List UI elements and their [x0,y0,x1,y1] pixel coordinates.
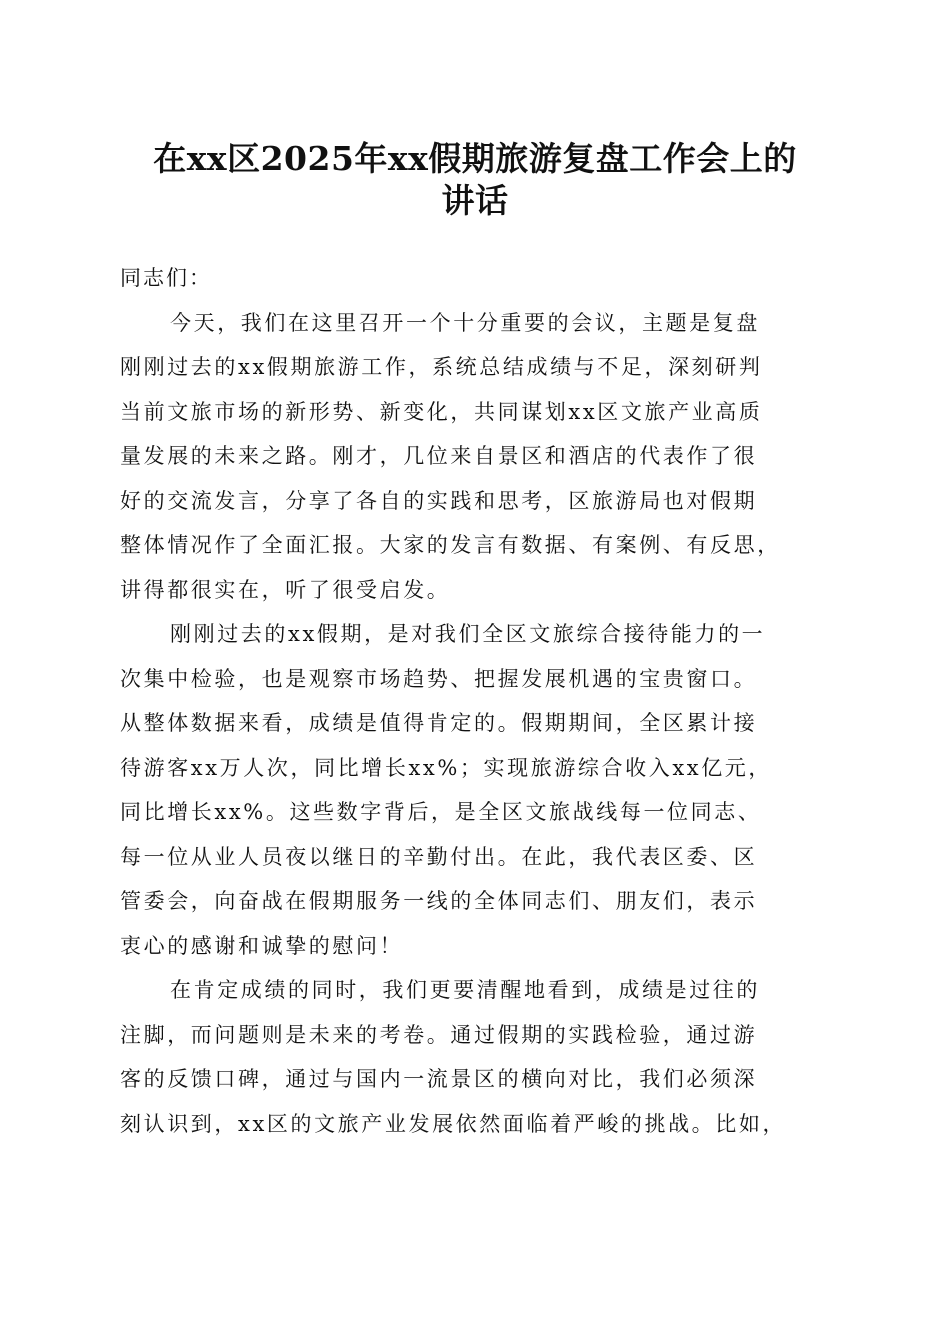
paragraph-line: 衷心的感谢和诚挚的慰问！ [120,933,404,958]
paragraph-line: 管委会，向奋战在假期服务一线的全体同志们、朋友们，表示 [120,889,758,913]
paragraph-challenges [120,968,830,1146]
title-line: 讲话 [441,181,509,220]
paragraph-line: 注脚，而问题则是未来的考卷。通过假期的实践检验，通过游 [120,1022,758,1047]
title-line: 在xx区2025年xx假期旅游复盘工作会上的 [153,139,797,178]
paragraph-line: 次集中检验，也是观察市场趋势、把握发展机遇的宝贵窗口。 [120,666,758,691]
paragraph-achievements [120,612,830,968]
paragraph-line: 整体情况作了全面汇报。大家的发言有数据、有案例、有反思， [120,533,781,557]
paragraph-line: 好的交流发言，分享了各自的实践和思考，区旅游局也对假期 [120,488,758,513]
paragraph-line: 客的反馈口碑，通过与国内一流景区的横向对比，我们必须深 [120,1067,758,1091]
salutation: 同志们： [120,266,212,290]
paragraph-line: 讲得都很实在，听了很受启发。 [120,577,451,602]
paragraph-line: 待游客xx万人次，同比增长xx%；实现旅游综合收入xx亿元， [120,755,773,780]
speech-body [120,256,830,1146]
paragraph-line: 刻认识到，xx区的文旅产业发展依然面临着严峻的挑战。比如， [120,1111,787,1136]
paragraph-line: 从整体数据来看，成绩是值得肯定的。假期期间，全区累计接 [120,711,758,735]
paragraph-line: 量发展的未来之路。刚才，几位来自景区和酒店的代表作了很 [120,444,758,468]
document-title [110,138,840,222]
paragraph-line: 同比增长xx%。这些数字背后，是全区文旅战线每一位同志、 [120,800,762,824]
paragraph-opening [120,301,830,613]
paragraph-line: 刚刚过去的xx假期，是对我们全区文旅综合接待能力的一 [170,622,766,646]
paragraph-line: 每一位从业人员夜以继日的辛勤付出。在此，我代表区委、区 [120,844,758,869]
paragraph-line: 当前文旅市场的新形势、新变化，共同谋划xx区文旅产业高质 [120,399,763,424]
paragraph-line: 在肯定成绩的同时，我们更要清醒地看到，成绩是过往的 [170,978,760,1002]
paragraph-line: 今天，我们在这里召开一个十分重要的会议，主题是复盘 [170,310,760,335]
paragraph-line: 刚刚过去的xx假期旅游工作，系统总结成绩与不足，深刻研判 [120,355,763,379]
